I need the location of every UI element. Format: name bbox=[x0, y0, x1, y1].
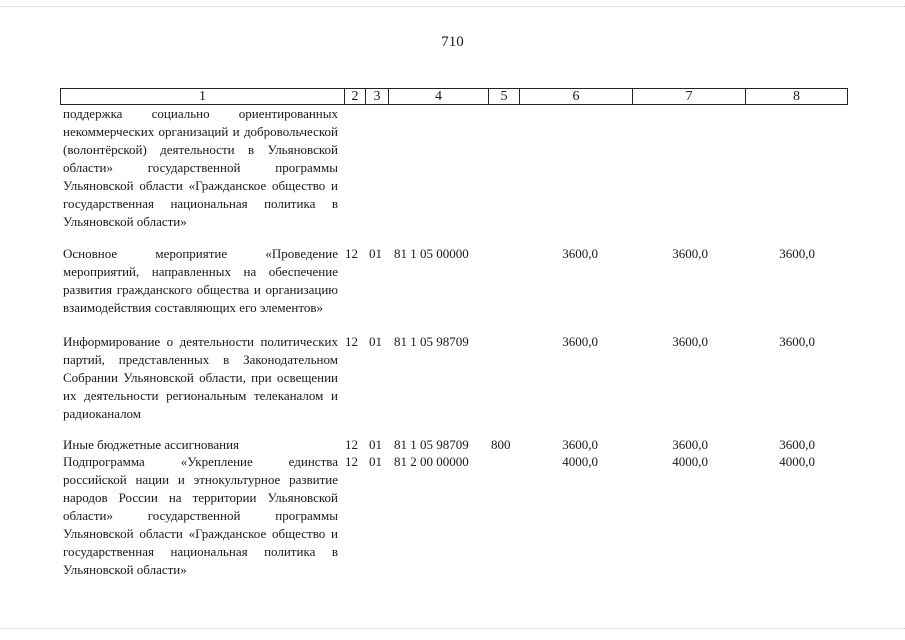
row-other-budget-subsection: 01 bbox=[369, 437, 382, 452]
header-col-2: 2 bbox=[345, 89, 366, 104]
row-other-budget-code: 81 1 05 98709 bbox=[394, 437, 469, 452]
row-subprogram-name: Подпрограмма «Укрепление единства российской нации и этнокультурное развитие народов России на территории Ульяновской области» государственной программы Ульяновской области «Гражданское общество и государственная национальная политика в Ульяновской области» bbox=[63, 454, 338, 577]
row-other-budget-amount-1: 3600,0 bbox=[562, 437, 598, 452]
row-main-event-section: 12 bbox=[345, 246, 358, 261]
header-col-8: 8 bbox=[793, 89, 800, 104]
row-main-event-code: 81 1 05 00000 bbox=[394, 246, 469, 261]
row-subprogram-amount-2: 4000,0 bbox=[672, 454, 708, 469]
row-informing-code: 81 1 05 98709 bbox=[394, 334, 469, 349]
scan-edge-bottom bbox=[0, 628, 905, 632]
row-informing-amount-1: 3600,0 bbox=[562, 334, 598, 349]
row-informing-amount-3: 3600,0 bbox=[779, 334, 815, 349]
row-main-event-amount-3: 3600,0 bbox=[779, 246, 815, 261]
header-col-5: 5 bbox=[489, 89, 520, 104]
row-informing-section: 12 bbox=[345, 334, 358, 349]
row-subprogram-amount-1: 4000,0 bbox=[562, 454, 598, 469]
row-subprogram-amount-3: 4000,0 bbox=[779, 454, 815, 469]
row-informing-name: Информирование о деятельности политических партий, представленных в Законодательном Собрании Ульяновской области, при освещении их деятельности региональным телеканалом и радиоканалом bbox=[63, 334, 338, 421]
header-col-6: 6 bbox=[520, 89, 633, 104]
header-col-7: 7 bbox=[633, 89, 746, 104]
row-main-event-subsection: 01 bbox=[369, 246, 382, 261]
row-informing-subsection: 01 bbox=[369, 334, 382, 349]
row-other-budget-amount-3: 3600,0 bbox=[779, 437, 815, 452]
row-other-budget-name: Иные бюджетные ассигнования bbox=[63, 437, 240, 452]
row-informing-amount-2: 3600,0 bbox=[672, 334, 708, 349]
table-header-row bbox=[60, 88, 848, 105]
header-col-3: 3 bbox=[366, 89, 389, 104]
row-other-budget-amount-2: 3600,0 bbox=[672, 437, 708, 452]
row-subprogram-section: 12 bbox=[345, 454, 358, 469]
row-other-budget-section: 12 bbox=[345, 437, 358, 452]
row-continuation-name: поддержка социально ориентированных некоммерческих организаций и добровольческой (волонтёрской) деятельности в Ульяновской области» государственной программы Ульяновской области «Гражданское общество и государственная национальная политика в Ульяновской области» bbox=[63, 106, 338, 229]
row-main-event-amount-2: 3600,0 bbox=[672, 246, 708, 261]
scan-edge-top bbox=[0, 6, 905, 10]
header-col-4: 4 bbox=[389, 89, 489, 104]
row-main-event-name: Основное мероприятие «Проведение мероприятий, направленных на обеспечение развития гражданского общества и организацию взаимодействия составляющих его элементов» bbox=[63, 246, 338, 315]
page-number: 710 bbox=[441, 34, 464, 50]
row-subprogram-code: 81 2 00 00000 bbox=[394, 454, 469, 469]
row-main-event-amount-1: 3600,0 bbox=[562, 246, 598, 261]
header-col-1: 1 bbox=[61, 89, 345, 104]
row-other-budget-type: 800 bbox=[491, 437, 511, 452]
row-subprogram-subsection: 01 bbox=[369, 454, 382, 469]
